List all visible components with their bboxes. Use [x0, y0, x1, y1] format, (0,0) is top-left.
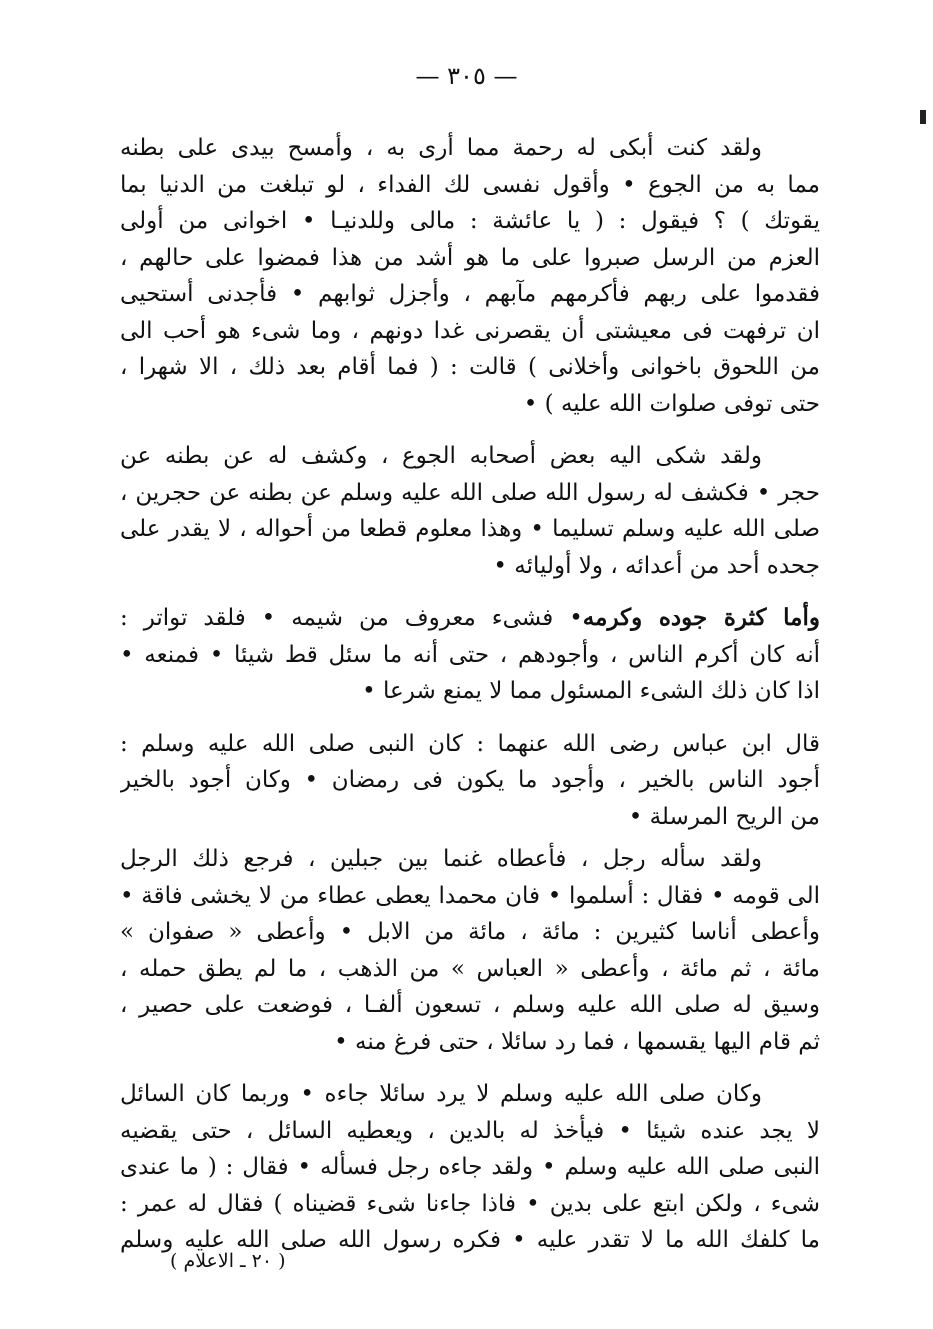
text-line: من اللحوق باخوانى وأخلانى ) قالت : ( فما أقام بعد ذلك ، الا شهرا ، — [120, 354, 820, 380]
text-line — [120, 600, 820, 637]
page-number: — ٣٠٥ — — [415, 62, 518, 90]
text-line: ولقد شكى اليه بعض أصحابه الجوع ، وكشف له عن بطنه عن — [120, 443, 762, 469]
text-line: العزم من الرسل صبروا على ما هو أشد من هذا فمضوا على حالهم ، — [120, 244, 820, 271]
text-line: وأعطى أناسا كثيرين : مائة ، مائة من الابل • وأعطى « صفوان » — [120, 919, 820, 945]
text-line: فقدموا على ربهم فأكرمهم مآبهم ، وأجزل ثوابهم • فأجدنى أستحيى — [120, 281, 820, 307]
text-line: شىء ، ولكن ابتع على بدين • فاذا جاءنا شىء قضيناه ) فقال له عمر : — [120, 1190, 820, 1217]
text-line: جحده أحد من أعدائه ، ولا أوليائه • — [493, 552, 820, 579]
text-line: يقوتك ) ؟ فيقول : ( يا عائشة : مالى وللدنيـا • اخوانى من أولى — [120, 208, 820, 234]
text-line: ما كلفك الله ما لا تقدر عليه • فكره رسول الله صلى الله عليه وسلم — [120, 1227, 820, 1253]
paragraph-5 — [120, 841, 820, 1060]
page-content — [120, 130, 820, 1259]
paragraph-4 — [120, 726, 820, 836]
text-line: من الريح المرسلة • — [628, 803, 820, 830]
text-line: الى قومه • فقال : أسلموا • فان محمدا يعطى عطاء من لا يخشى فاقة • — [120, 882, 820, 909]
paragraph-1 — [120, 130, 820, 422]
bold-heading: وأما كثرة جوده وكرمه — [582, 604, 820, 631]
text-line: مائة ، ثم مائة ، وأعطى « العباس » من الذهب ، ما لم يطق حمله ، — [120, 955, 820, 982]
paragraph-3 — [120, 600, 820, 710]
text-line: وكان صلى الله عليه وسلم لا يرد سائلا جاءه • وربما كان السائل — [120, 1081, 762, 1107]
text-line: أنه كان أكرم الناس ، وأجودهم ، حتى أنه ما سئل قط شيئا • فمنعه • — [120, 641, 820, 668]
text-line: ثم قام اليها يقسمها ، فما رد سائلا ، حتى فرغ منه • — [334, 1028, 820, 1055]
text-line: حتى توفى صلوات الله عليه ) • — [523, 390, 820, 417]
edge-mark — [920, 110, 926, 124]
text-line: النبى صلى الله عليه وسلم • ولقد جاءه رجل فسأله • فقال : ( ما عندى — [120, 1154, 820, 1180]
text-line: وسيق له صلى الله عليه وسلم ، تسعون ألفـا ، فوضعت على حصير ، — [120, 992, 820, 1018]
text-run: • فشىء معروف من شيمه • فلقد تواتر : — [120, 605, 583, 631]
text-line: قال ابن عباس رضى الله عنهما : كان النبى صلى الله عليه وسلم : — [120, 730, 820, 757]
text-line: أجود الناس بالخير ، وأجود ما يكون فى رمضان • وكان أجود بالخير — [120, 767, 820, 793]
text-line: لا يجد عنده شيئا • فيأخذ له بالدين ، ويعطيه السائل ، حتى يقضيه — [120, 1117, 820, 1144]
text-line: ولقد سأله رجل ، فأعطاه غنما بين جبلين ، فرجع ذلك الرجل — [120, 846, 762, 872]
text-line: ولقد كنت أبكى له رحمة مما أرى به ، وأمسح بيدى على بطنه — [120, 135, 762, 161]
text-line: حجر • فكشف له رسول الله صلى الله عليه وسلم عن بطنه عن حجرين ، — [120, 479, 820, 506]
signature-mark: ( ٢٠ ـ الاعلام ) — [170, 1250, 286, 1272]
paragraph-6 — [120, 1076, 820, 1259]
text-line: اذا كان ذلك الشىء المسئول مما لا يمنع شرعا • — [362, 678, 820, 704]
text-line: مما به من الجوع • وأقول نفسى لك الفداء ، لو تبلغت من الدنيا بما — [120, 171, 820, 198]
text-line: صلى الله عليه وسلم تسليما • وهذا معلوم قطعا من أحواله ، لا يقدر على — [120, 516, 820, 542]
paragraph-2 — [120, 438, 820, 584]
text-line: ان ترفهت فى معيشتى أن يقصرنى غدا دونهم ، وما شىء هو أحب الى — [120, 317, 820, 344]
